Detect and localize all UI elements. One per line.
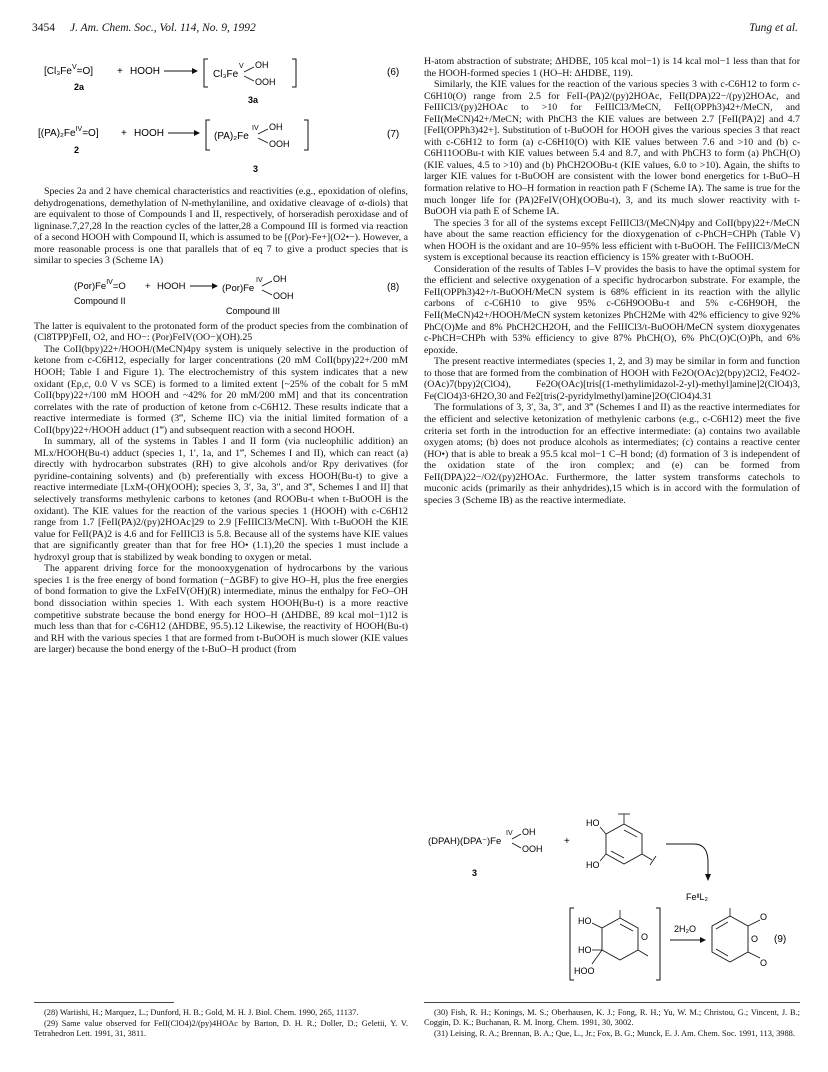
eq7-reagent: HOOH xyxy=(134,128,164,139)
equation-6-graphic xyxy=(34,56,408,116)
eq9-plus: + xyxy=(564,836,570,847)
eq9-arrow-1 xyxy=(666,844,708,876)
eq6-plus: + xyxy=(117,66,123,77)
eq7-arrow-head xyxy=(194,130,200,136)
right-column xyxy=(424,56,800,506)
footnote-28: (28) Wariishi, H.; Marquez, L.; Dunford, H. B.; Gold, M. H. J. Biol. Chem. 1990, 265, 11137. xyxy=(44,1008,359,1017)
eq9-bond-ho1 xyxy=(600,827,606,834)
eq8-bond-oh xyxy=(262,281,272,286)
eq9-int-bond-3 xyxy=(592,950,602,964)
eq9-arrow-1-head xyxy=(705,874,711,881)
eq9-reactant: (DPAH)(DPA⁻)Fe xyxy=(428,836,502,847)
right-paragraph-3: The species 3 for all of the systems except FeIIICl3/(MeCN)4py and CoII(bpy)22+/MeCN have about the same reaction efficiency for the dioxygenation of c-PhCH=CHPh (Table V) when HOOH is the oxidant and are 10–95% less efficient with t-BuOOH. The FeIIICl3/MeCN system is exceptional because its reaction efficiency is 15% greater with t-BuOOH. xyxy=(424,217,800,264)
left-paragraph-5: The apparent driving force for the monooxygenation of hydrocarbons by the various species 1 is the free energy of bond formation (−ΔGBF) to give HO–H, plus the free energies of bond formation to give the LxFeIV(OH)(R) intermediate, minus the enthalpy for FeO–OH bond dissociation within species 1. With each system HOOH(Bu-t) is a more reactive competitive substrate because the bond energy for HOO–H (ΔHDBE, 89 kcal mol−1)12 is much less than that for c-C6H12 (ΔHDBE, 95.5).12 Likewise, the reactivity of HOOH(Bu-t) and RH with the various species 1 that are formed from t-BuOOH is much slower (KIE values are larger) because the bond energy of the t-BuO–H product (from xyxy=(34,563,408,656)
eq9-ring-double-2 xyxy=(611,851,624,858)
eq9-product-co-1 xyxy=(748,920,760,926)
eq9-int-o: O xyxy=(641,932,649,942)
eq8-arrow-head xyxy=(212,283,218,289)
eq9-bond-ooh xyxy=(512,843,521,848)
eq9-bracket-right xyxy=(656,908,660,980)
running-authors: Tung et al. xyxy=(749,22,798,34)
eq7-plus: + xyxy=(121,128,127,139)
eq9-prod-o3: O xyxy=(760,958,768,968)
right-paragraph-5: The present reactive intermediates (species 1, 2, and 3) may be similar in form and function to those that are formed from the combination of HOOH with Fe2O(OAc)2(bpy)2Cl2, Fe4O2-(OAc)7(bpy)2(ClO4), Fe2O(OAc)[tris[(1-methylimidazol-2-yl)-methyl]amine]2(ClO4)3, Fe(ClO4)3·6H2O,30 and Fe2[tris(2-pyridylmethyl)amine]2O(ClO4)4.31 xyxy=(424,356,800,402)
right-footnotes xyxy=(424,1008,800,1040)
eq7-bracket-right xyxy=(304,120,308,150)
running-header xyxy=(32,22,798,38)
eq6-arrow-head xyxy=(192,68,198,74)
eq8-reactant: $(Por)Fe^{IV}=O$ xyxy=(74,278,126,292)
eq6-oh: OH xyxy=(255,60,269,70)
eq6-reagent: HOOH xyxy=(130,66,160,77)
eq9-reactant-ox: IV xyxy=(506,830,513,837)
page-number: 3454 xyxy=(32,22,55,34)
eq6-bracket-right xyxy=(292,59,296,87)
eq7-label-product: 3 xyxy=(253,164,259,174)
eq9-int-ho1: HO xyxy=(578,916,592,926)
right-paragraph-6: The formulations of 3, 3′, 3a, 3″, and 3‴ (Schemes I and II) as the reactive intermediates for the efficient and selective ketonization of methylenic carbons (e.g., c-C6H12) meet the five criteria set forth in the introduction for an effective intermediate: (a) contains two available oxygen atoms; (b) does not produce alcohols as intermediates; (c) contains a reactive center (HO•) that is able to break a 95.5 kcal mol−1 C–H bond; (d) formation of 3 is independent of the oxidation state of the iron complex; and (e) can be formed from FeII(DPA)22−/O2/(py)2HOAc. Furthermore, the latter system transforms catechols to muconic acids (primarily as their anhydrides),15 which is in accord with the formulation of species 3 (Scheme IB) as the reactive intermediate. xyxy=(424,402,800,506)
eq9-bond-oh xyxy=(512,834,521,839)
equation-6 xyxy=(34,56,408,116)
eq7-bond-oh xyxy=(258,129,268,134)
left-column xyxy=(34,56,408,656)
footnote-31: (31) Leising, R. A.; Brennan, B. A.; Que, L., Jr.; Fox, B. G.; Munck, E. J. Am. Chem. Soc. 1991, 113, 3988. xyxy=(434,1028,795,1038)
eq9-prod-o2: O xyxy=(751,934,759,944)
eq9-label: 3 xyxy=(472,868,478,878)
eq6-ooh: OOH xyxy=(255,77,276,87)
eq8-plus: + xyxy=(145,280,151,292)
eq6-bond-ooh xyxy=(244,76,254,81)
eq7-oh: OH xyxy=(269,122,283,132)
eq8-product-ox: IV xyxy=(256,276,263,284)
left-footnote-rule xyxy=(34,1002,174,1003)
eq6-product-ox: V xyxy=(239,63,244,70)
eq9-int-double xyxy=(620,924,633,931)
eq7-ooh: OOH xyxy=(269,139,290,149)
eq8-product: (Por)Fe xyxy=(222,282,255,294)
eq7-product: (PA)₂Fe xyxy=(214,131,249,142)
eq6-label-product: 3a xyxy=(248,95,259,105)
left-footnotes xyxy=(34,1008,408,1040)
eq7-number: (7) xyxy=(387,129,400,140)
left-paragraph-4: In summary, all of the systems in Tables I and II form (via nucleophilic addition) an MLx/HOOH(Bu-t) adduct (species 1, 1′, 1a, and 1‴, Schemes I and II), which can react (a) directly with hydrocarbon substrates (RH) to give alcohols and/or Rpy derivatives (for pyridine-containing solvents) and (b) preferentially with excess HOOH(Bu-t) to give a reactive intermediate [LxM-(OH)(OOH); species 3, 3′, 3a, 3″, and 3‴, Schemes I and II] that selectively transforms methylenic carbons to ketones (and ROOBu-t when t-BuOOH is the oxidant). The KIE values for the reaction of the various species 1 (HOOH) with c-C6H12 range from 1.7 [FeII(PA)2/(py)2HOAc]29 to 2.9 [FeIIICl3/MeCN]. With t-BuOOH the KIE value for FeII(PA)2 is 4.6 and for FeIIICl3 is 5.8. Because all of the systems have KIE values that are significantly greater than that for free HO• (1.1),20 the species 1 must include a hydroxyl group that is stabilized by weak bonding to oxygen or metal. xyxy=(34,436,408,563)
eq9-catalyst: FeᴵᴵL₂ xyxy=(686,892,709,902)
eq6-label-reactant: 2a xyxy=(74,82,85,92)
eq8-number: (8) xyxy=(387,281,400,293)
equation-8-graphic xyxy=(34,273,408,321)
left-paragraph-3: The CoII(bpy)22+/HOOH/(MeCN)4py system is uniquely selective in the production of ketone from c-C6H12, especially for larger concentrations (20 mM CoII(bpy)22+/200 mM HOOH; Table I and Figure 1). The electrochemistry of this system indicates that a new oxidant (Ep,c, 0.0 V vs SCE) is formed to a limited extent [~25% of the cobalt for 5 mM CoII(bpy)22+/100 mM HOOH and ~42% for 20 mM/200 mM] and that its concentration correlates with the rate of production of ketone from c-C6H12. These results indicate that a reactive intermediate is formed (3‴, Scheme IIC) via the initial limited formation of a CoII(bpy)22+/HOOH adduct (1‴) and subsequent reaction with a second HOOH. xyxy=(34,343,408,436)
equation-8 xyxy=(34,273,408,321)
eq8-label-product: Compound III xyxy=(226,305,281,316)
eq9-water: 2H₂O xyxy=(674,924,696,934)
eq9-int-bond-4 xyxy=(638,950,648,956)
eq9-int-ho2: HO xyxy=(578,945,592,955)
eq9-number: (9) xyxy=(774,934,787,945)
eq9-product-co-2 xyxy=(748,952,760,958)
eq9-ho2: HO xyxy=(586,860,600,870)
eq8-oh: OH xyxy=(273,273,287,284)
eq9-ho1: HO xyxy=(586,818,600,828)
eq8-ooh: OOH xyxy=(273,290,294,301)
eq9-arrow-2-head xyxy=(700,937,706,943)
equation-7 xyxy=(34,116,408,186)
right-paragraph-1: H-atom abstraction of substrate; ΔHDBE, 105 kcal mol−1) is 14 kcal mol−1 less than that for the HOOH-formed species 1 (HO–H: ΔHDBE, 119). xyxy=(424,56,800,79)
left-paragraph-2: The latter is equivalent to the protonated form of the product species from the combination of (Cl8TPP)FeII, O2, and HO−: (Por)FeIV(OO−)(OH).25 xyxy=(34,320,408,344)
eq9-tbutyl-2b xyxy=(650,856,656,865)
eq7-bond-ooh xyxy=(258,138,268,143)
left-paragraph-1: Species 2a and 2 have chemical characteristics and reactivities (e.g., epoxidation of olefins, dehydrogenations, demethylation of N-methylaniline, and oxidative cleavage of α-diols) that are equivalent to those of Compounds I and II, respectively, of horseradish peroxidase and of ligninase.7,27,28 In the reaction cycles of the latter,28 a Compound III is formed via reaction of a second HOOH with Compound II, which is assumed to be [(Por)-Fe+](O2•−). However, a more reasonable process is one that parallels that of eq 7 to give a product species that is similar to species 3 (Scheme IA) xyxy=(34,186,408,267)
eq9-product-ring xyxy=(712,916,748,962)
eq6-reactant: $[Cl_3Fe^V=O]$ xyxy=(44,64,94,77)
eq8-bond-ooh xyxy=(262,290,272,295)
footnote-29: (29) Same value observed for FeII(ClO4)2/(py)4HOAc by Barton, D. H. R.; Doller, D.; Geletii, Y. V. Tetrahedron Lett. 1991, 31, 3811. xyxy=(34,1018,408,1038)
eq7-label-reactant: 2 xyxy=(74,145,80,155)
eq6-number: (6) xyxy=(387,67,400,78)
eq8-label-reactant: Compound II xyxy=(74,295,126,306)
equation-9 xyxy=(424,810,800,990)
eq6-bracket-left xyxy=(204,59,208,87)
eq9-tbutyl-2 xyxy=(642,854,652,860)
eq9-ooh: OOH xyxy=(522,844,543,854)
equation-7-graphic xyxy=(34,116,408,186)
eq6-product: Cl₃Fe xyxy=(213,69,239,80)
eq9-bond-ho2 xyxy=(600,854,606,861)
eq9-int-bond-1 xyxy=(592,923,602,928)
eq7-bracket-left xyxy=(206,120,210,150)
eq7-reactant: $[(PA)_2Fe^{IV}=O]$ xyxy=(38,126,99,139)
eq8-reagent: HOOH xyxy=(157,280,186,292)
right-footnote-rule xyxy=(424,1002,800,1003)
right-paragraph-4: Consideration of the results of Tables I–V provides the basis to have the optimal system for the efficient and selective oxygenation of a specific hydrocarbon substrate. For example, the FeII(OPPh3)42+/t-BuOOH/MeCN system is 68% efficient in its reaction with the allylic carbons of c-C6H10 to give 95% c-C6H9OOBu-t and 5% c-C6H9OH, the FeII(MeCN)42+/HOOH/MeCN system ketonizes PhCH2Me with 42% efficiency to give 92% PhC(O)Me and 8% PhCH2CH2OH, and the FeIIICl3/t-BuOOH/MeCN system dioxygenates c-PhCH=CHPh with 53% efficiency to give 87% PhCH(O), 6% PhC(O)C(O)Ph, and 6% epoxide. xyxy=(424,263,800,356)
eq7-product-ox: IV xyxy=(252,125,259,132)
eq6-bond-oh xyxy=(244,67,254,72)
eq9-ring-double-1 xyxy=(624,830,637,837)
eq9-int-hoo: HOO xyxy=(574,966,595,976)
footnote-30: (30) Fish, R. H.; Konings, M. S.; Oberhausen, K. J.; Fong, R. H.; Yu, W. M.; Christou, G.; Vincent, J. B.; Coggin, D. K.; Buchanan, R. M. Inorg. Chem. 1991, 30, 3002. xyxy=(424,1008,800,1027)
right-paragraph-2: Similarly, the KIE values for the reaction of the various species 3 with c-C6H12 to form c-C6H10(O) range from 2.5 for FeII-(PA)2/(py)2HOAc, FeII(DPA)22−/(py)2HOAc, and FeIIICl3/(py)2HOAc to >10 for FeIIICl3/MeCN, FeII(OPPh3)42+/MeCN, and FeII(MeCN)42+/MeCN; with PhCH3 the KIE values are between 2.7 [FeII(PA)2] and 4.7 [FeII(OPPh3)42+]. Substitution of t-BuOOH for HOOH gives the various species 3 that react with c-C6H12 to form (a) c-C6H10(O) with KIE values between 7.6 and >10 and (b) c-C6H11OOBu-t with KIE values between 5.4 and 8.7, and with PhCH3 to form (a) PhCH(O) (KIE values, 4.5 to >10) and (b) PhCH2OOBu-t (KIE values, 6.0 to >10). Again, the shifts to larger KIE values for t-BuOOH are consistent with the lower bond energetics for t-BuO–H formation relative to HO–H formation in reaction path F (Scheme IA). The same is true for the much longer life for (PA)2FeIV(OH)(OOBu-t), 3, and its much slower reactivity with t-BuOOH via path E of Scheme IA. xyxy=(424,79,800,218)
eq9-oh: OH xyxy=(522,827,536,837)
journal-citation: J. Am. Chem. Soc., Vol. 114, No. 9, 1992 xyxy=(70,22,256,34)
eq9-prod-o1: O xyxy=(760,912,768,922)
